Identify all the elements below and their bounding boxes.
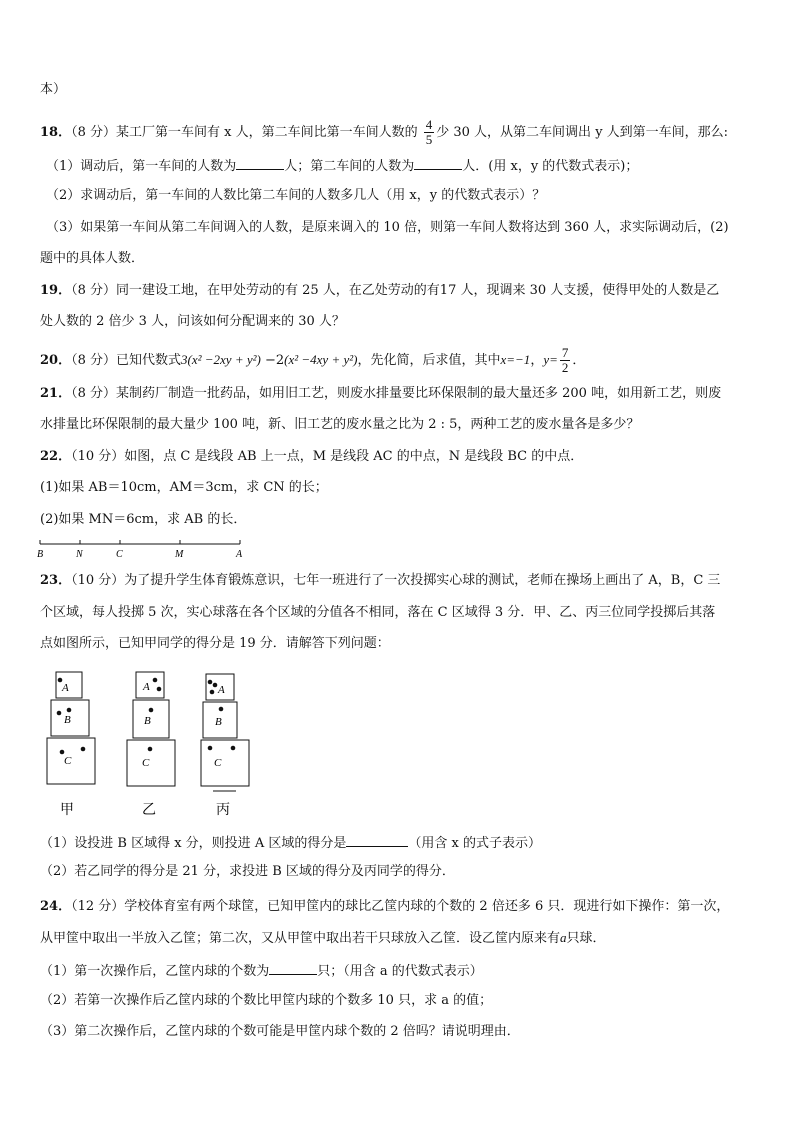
label-a: A — [236, 549, 243, 560]
student-name-yi: 乙 — [142, 802, 156, 818]
q18-p1-text-c: 人．(用 x，y 的代数式表示)； — [462, 159, 639, 174]
q23-text-1: 为了提升学生体育锻炼意识，七年一班进行了一次投掷实心球的测试，老师在操场上画出了 A，B，C 三 — [124, 573, 721, 588]
q22-points: （10 分） — [71, 449, 125, 464]
q20-frac-num: 7 — [561, 345, 569, 360]
q20-expr2: (x² −4xy + y²) — [284, 352, 358, 367]
q24-part2: （2）若第一次操作后乙筐内球的个数比甲筐内球的个数多 10 只，求 a 的值； — [40, 993, 493, 1008]
q23-p1-text-a: （1）设投进 B 区域得 x 分，则投进 A 区域的得分是 — [40, 836, 347, 851]
q23-line2: 个区域，每人投掷 5 次，实心球落在各个区域的分值各不相同，落在 C 区域得 3 分．甲、乙、丙三位同学投掷后其落 — [40, 605, 716, 620]
q24-text-2a: 从甲筐中取出一半放入乙筐；第二次，又从甲筐中取出若干只球放入乙筐．设乙筐内原来有 — [40, 931, 561, 946]
label-n: N — [76, 549, 83, 560]
q18-part3-line2: 题中的具体人数． — [40, 251, 145, 266]
bing-dot-a2 — [213, 683, 218, 688]
q23-blank[interactable] — [346, 832, 408, 847]
label-m: M — [175, 549, 184, 560]
q18-part1 — [46, 155, 638, 177]
yi-dot-b1 — [149, 708, 154, 713]
q19-line1 — [40, 281, 719, 301]
bing-label-c: C — [214, 757, 222, 769]
label-b: B — [37, 549, 44, 560]
q24-part1 — [40, 960, 483, 982]
jia-dot-c2 — [81, 747, 86, 752]
jia-label-a: A — [62, 682, 69, 694]
jia-dot-b1 — [57, 711, 62, 716]
bing-dot-b1 — [219, 707, 224, 712]
q20-comma: ， — [530, 353, 544, 368]
q20-number: 20． — [40, 353, 72, 368]
yi-zone-a — [136, 672, 164, 698]
q18-frac-den: 5 — [425, 132, 433, 147]
q18-part2: （2）求调动后，第一车间的人数比第二车间的人数多几人（用 x，y 的代数式表示）？ — [46, 188, 546, 203]
q24-line2 — [40, 928, 606, 949]
q24-number: 24． — [40, 899, 72, 914]
q24-text-1: 学校体育室有两个球筐，已知甲筐内的球比乙筐内球的个数的 2 倍还多 6 只．现进行如下操作：第一次， — [124, 899, 730, 914]
q21-points: （8 分） — [71, 386, 116, 401]
yi-label-c: C — [142, 757, 150, 769]
q20-end: ． — [572, 353, 586, 368]
q22-segment-figure — [36, 538, 250, 560]
student-name-jia: 甲 — [60, 802, 74, 818]
q18-stem — [40, 118, 728, 147]
yi-label-b: B — [144, 715, 151, 727]
q23-part2: （2）若乙同学的得分是 21 分，求投进 B 区域的得分及丙同学的得分． — [40, 864, 455, 879]
q24-points: （12 分） — [71, 899, 125, 914]
jia-zone-a — [56, 672, 82, 698]
q20-frac-den: 2 — [561, 360, 569, 375]
yi-dot-a1 — [153, 678, 158, 683]
q23-number: 23． — [40, 573, 72, 588]
q24-part3: （3）第二次操作后，乙筐内球的个数可能是甲筐内球个数的 2 倍吗？请说明理由． — [40, 1024, 520, 1039]
q21-line2: 水排量比环保限制的最大量少 100 吨，新、旧工艺的废水量之比为 2 : 5，两种工艺的废水量各是多少？ — [40, 417, 640, 432]
q19-text-1: 同一建设工地，在甲处劳动的有 25 人，在乙处劳动的有17 人，现调来 30 人支援，使得甲处的人数是乙 — [116, 283, 720, 298]
q23-line3: 点如图所示，已知甲同学的得分是 19 分．请解答下列问题： — [40, 636, 390, 651]
yi-zone-b — [133, 700, 169, 738]
jia-dot-c1 — [60, 750, 65, 755]
student-bing-target — [201, 674, 249, 786]
jia-dot-b2 — [67, 708, 72, 713]
q23-target-figure — [40, 664, 270, 826]
q18-points: （8 分） — [71, 125, 116, 140]
student-yi-target — [127, 672, 175, 786]
q19-number: 19． — [40, 283, 72, 298]
q24-variable-a: a — [560, 930, 567, 945]
q18-blank-1[interactable] — [236, 155, 284, 170]
q24-blank[interactable] — [269, 960, 317, 975]
q19-line2: 处人数的 2 倍少 3 人，问该如何分配调来的 30 人？ — [40, 314, 345, 329]
yi-zone-c — [127, 740, 175, 786]
q22-stem — [40, 447, 583, 467]
q18-number: 18． — [40, 125, 72, 140]
jia-dot-a1 — [58, 678, 63, 683]
q20-minus: −2 — [260, 353, 285, 368]
q22-number: 22． — [40, 449, 72, 464]
q24-line1 — [40, 897, 729, 917]
top-fragment: 本） — [40, 82, 67, 97]
q18-stem-b: 少 30 人，从第二车间调出 y 人到第一车间，那么: — [436, 125, 729, 140]
q20-y-label: y= — [543, 352, 558, 367]
yi-dot-c1 — [148, 747, 153, 752]
bing-label-a: A — [218, 684, 225, 696]
q18-p1-text-a: （1）调动后，第一车间的人数为 — [46, 159, 237, 174]
q22-part2: (2)如果 MN＝6cm，求 AB 的长． — [40, 512, 247, 527]
q20-mid: ，先化简，后求值，其中 — [357, 353, 501, 368]
q20-stem: 已知代数式 — [116, 353, 182, 368]
student-name-bing: 丙 — [216, 802, 230, 818]
q20-points: （8 分） — [71, 353, 116, 368]
yi-label-a: A — [143, 681, 150, 693]
q18-p1-text-b: 人；第二车间的人数为 — [284, 159, 415, 174]
q24-text-2b: 只球． — [566, 931, 606, 946]
q18-fraction — [424, 118, 435, 147]
q18-frac-num: 4 — [425, 117, 433, 132]
bing-label-b: B — [215, 716, 222, 728]
q20-expr1: 3(x² −2xy + y²) — [181, 352, 261, 367]
q22-stem-text: 如图，点 C 是线段 AB 上一点，M 是线段 AC 的中点，N 是线段 BC 的中点． — [124, 449, 584, 464]
q24-p1-text-b: 只；（用含 a 的代数式表示） — [317, 964, 483, 979]
jia-label-b: B — [64, 714, 71, 726]
bing-dot-a3 — [210, 690, 215, 695]
q18-blank-2[interactable] — [414, 155, 462, 170]
q21-number: 21． — [40, 386, 72, 401]
q23-line1 — [40, 571, 720, 591]
bing-dot-a1 — [208, 680, 213, 685]
label-c: C — [116, 549, 123, 560]
bing-dot-c1 — [208, 746, 213, 751]
q20-fraction — [560, 346, 571, 375]
q22-part1: (1)如果 AB＝10cm，AM＝3cm，求 CN 的长； — [40, 480, 328, 495]
q21-line1 — [40, 384, 721, 404]
q24-p1-text-a: （1）第一次操作后，乙筐内球的个数为 — [40, 964, 270, 979]
q18-part3-line1: （3）如果第一车间从第二车间调入的人数，是原来调入的 10 倍，则第一车间人数将达到 360 人，求实际调动后，(2) — [46, 220, 729, 235]
q20-x-value: x=−1 — [500, 352, 531, 367]
bing-dot-c2 — [231, 746, 236, 751]
q23-points: （10 分） — [71, 573, 125, 588]
q21-text-1: 某制药厂制造一批药品，如用旧工艺，则废水排量要比环保限制的最大量还多 200 吨，如用新工艺，则废 — [116, 386, 722, 401]
jia-label-c: C — [64, 755, 72, 767]
yi-dot-a2 — [157, 687, 162, 692]
q20-line — [40, 346, 585, 375]
q23-p1-text-b: （用含 x 的式子表示） — [408, 836, 541, 851]
student-jia-target — [47, 672, 95, 784]
q23-part1 — [40, 832, 541, 854]
q19-points: （8 分） — [71, 283, 116, 298]
q18-stem-a: 某工厂第一车间有 x 人，第二车间比第一车间人数的 — [116, 125, 418, 140]
